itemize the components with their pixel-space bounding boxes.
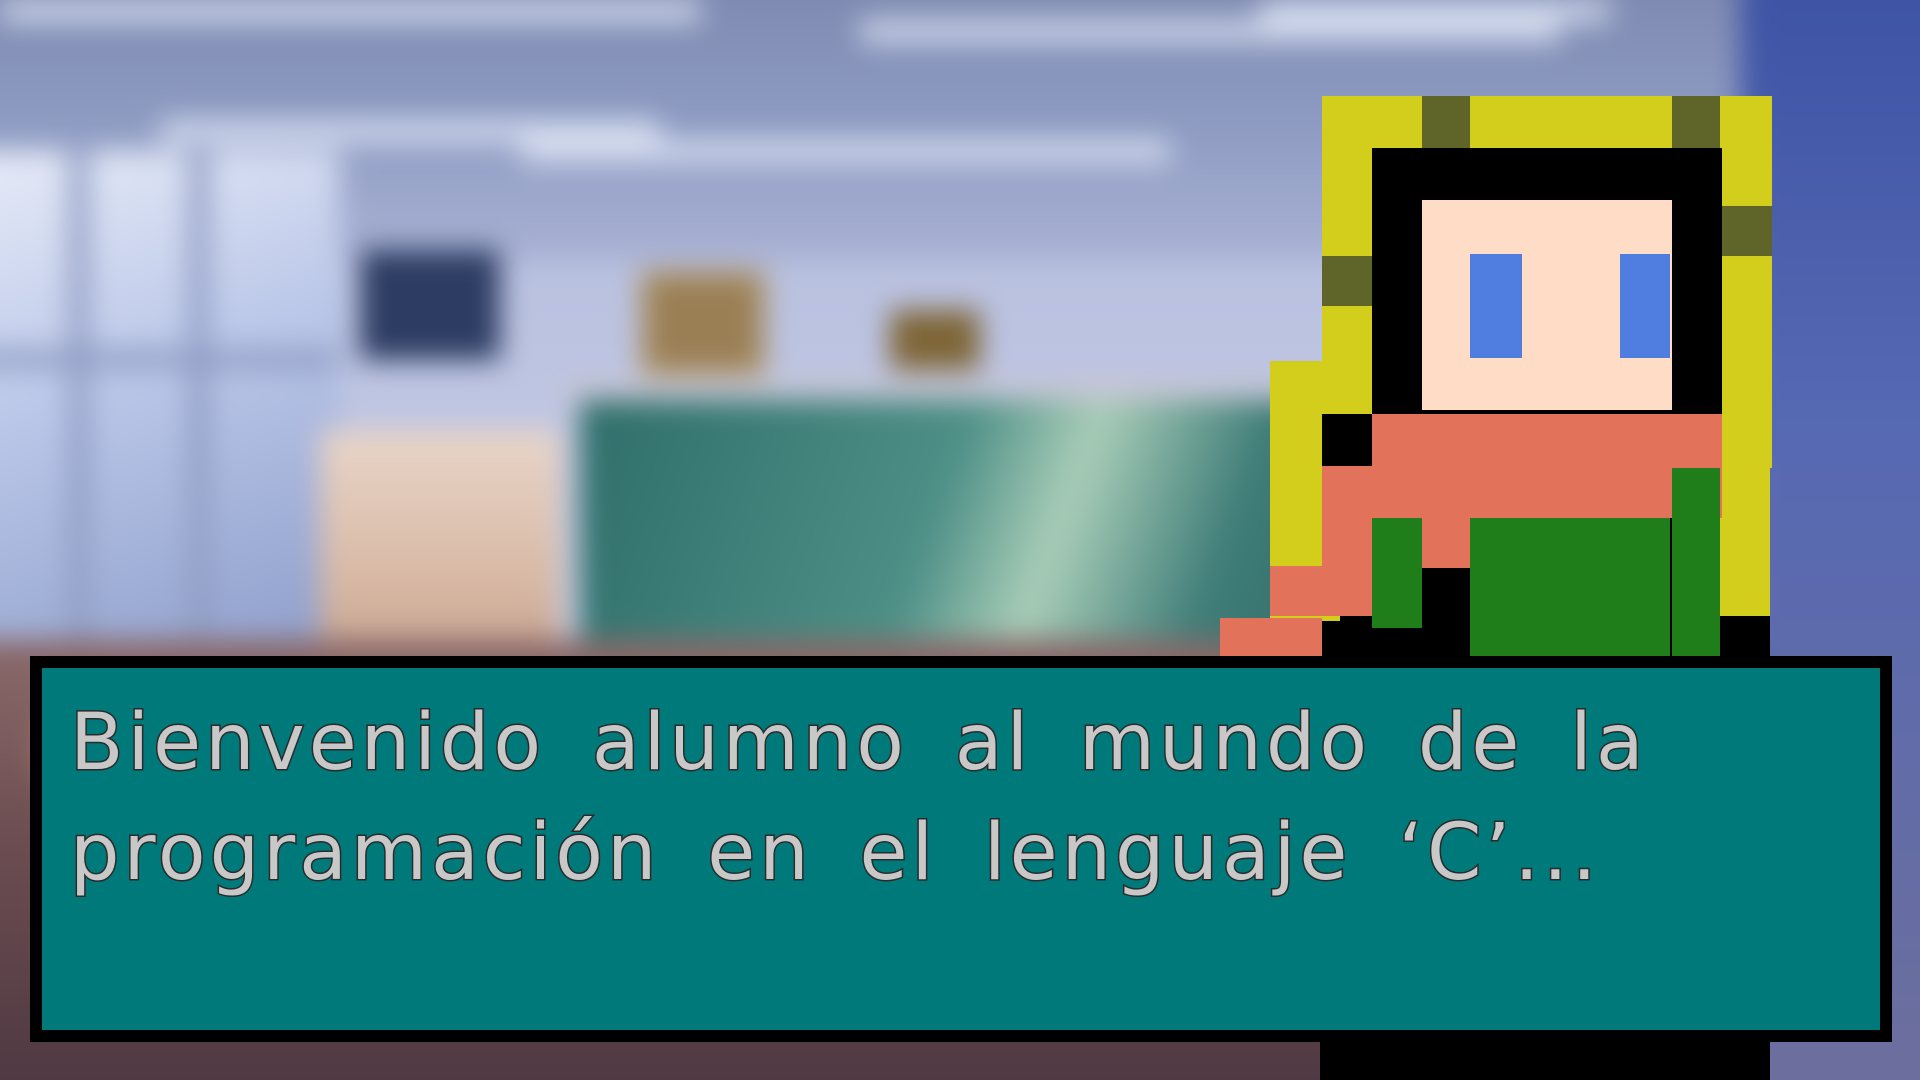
character-shirt (1470, 518, 1670, 658)
wall-tv (360, 250, 500, 360)
dialogue-line-1: Bienvenido alumno al mundo de la (70, 698, 1648, 788)
character-shirt (1672, 468, 1720, 658)
ceiling-light (0, 0, 700, 22)
wall-frame (640, 270, 766, 376)
ceiling-light (860, 20, 1560, 42)
character-hair (1720, 396, 1770, 616)
classroom-window (0, 150, 340, 670)
character-shirt (1372, 518, 1422, 628)
dialogue-line-2: programación en el lenguaje ‘C’... (70, 808, 1601, 898)
ceiling-light (520, 140, 1170, 162)
character-hair-shadow (1322, 256, 1372, 306)
window-bar (0, 350, 340, 368)
character-scarf (1220, 618, 1322, 658)
character-hair-shadow (1672, 96, 1720, 148)
window-bar (190, 150, 208, 670)
character-scarf (1372, 414, 1722, 518)
character-outline (1322, 414, 1372, 466)
character-eye (1470, 254, 1522, 358)
dialogue-box[interactable] (30, 656, 1892, 1042)
character-hair-shadow (1722, 206, 1772, 256)
ceiling-light (1260, 0, 1610, 22)
wall-frame (890, 310, 980, 370)
character-hair-shadow (1422, 96, 1470, 148)
ceiling-light (160, 120, 660, 142)
character-eye (1620, 254, 1670, 358)
character-scarf (1270, 566, 1372, 616)
window-bar (70, 150, 88, 670)
